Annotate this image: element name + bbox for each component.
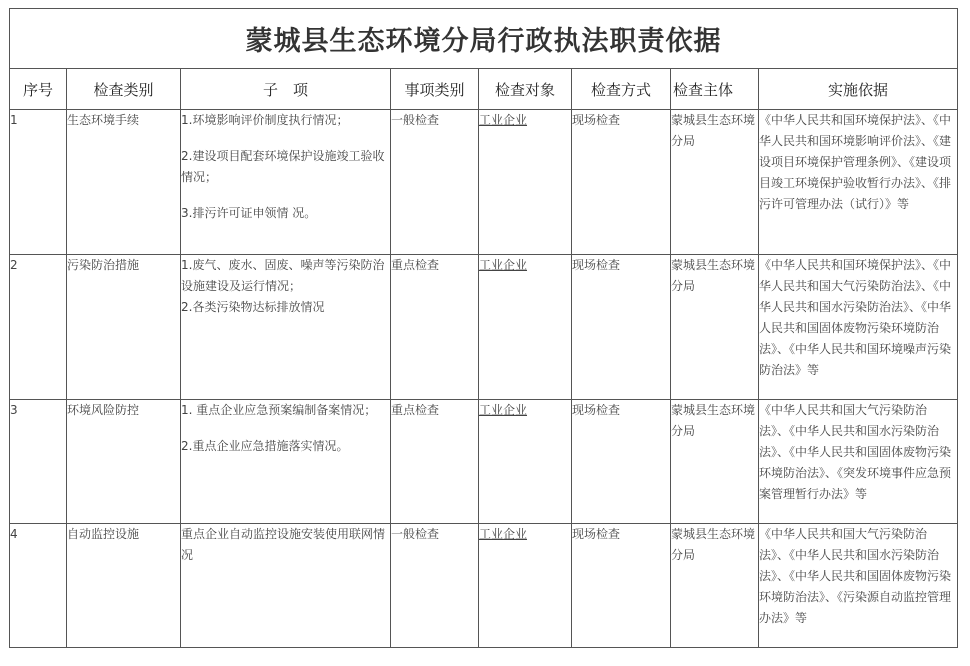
table-row [10,524,958,648]
subitem: 1. 重点企业应急预案编制备案情况； [181,403,377,417]
row-subitems [181,400,391,524]
header-basis: 实施依据 [759,69,958,110]
row-subject: 蒙城县生态环境分局 [671,110,759,255]
row-basis: 《中华人民共和国环境保护法》、《中华人民共和国环境影响评价法》、《建设项目环境保护管理条例》、《建设项目竣工环境保护验收暂行办法》、《排污许可管理办法（试行）》等 [759,110,958,255]
subitem: 2.重点企业应急措施落实情况。 [181,439,349,453]
row-type: 重点检查 [391,255,479,400]
table-row [10,400,958,524]
row-subitems [181,110,391,255]
row-basis: 《中华人民共和国环境保护法》、《中华人民共和国大气污染防治法》、《中华人民共和国水污染防治法》、《中华人民共和国固体废物污染环境防治法》、《中华人民共和国环境噪声污染防治法》等 [759,255,958,400]
row-method: 现场检查 [572,524,671,648]
page-title: 蒙城县生态环境分局行政执法职责依据 [10,9,958,69]
row-type: 一般检查 [391,110,479,255]
row-subitems [181,524,391,648]
header-subject: 检查主体 [671,69,759,110]
row-type: 一般检查 [391,524,479,648]
subitem: 1.环境影响评价制度执行情况； [181,113,349,127]
row-object-link[interactable]: 工业企业 [479,524,572,648]
row-basis: 《中华人民共和国大气污染防治法》、《中华人民共和国水污染防治法》、《中华人民共和国固体废物污染环境防治法》、《突发环境事件应急预案管理暂行办法》等 [759,400,958,524]
table-row [10,110,958,255]
row-object-link[interactable]: 工业企业 [479,255,572,400]
row-no: 1 [10,110,67,255]
row-subject: 蒙城县生态环境分局 [671,400,759,524]
header-object: 检查对象 [479,69,572,110]
row-method: 现场检查 [572,400,671,524]
subitem: 重点企业自动监控设施安装使用联网情况 [181,527,386,562]
row-subject: 蒙城县生态环境分局 [671,255,759,400]
header-subitems: 子 项 [181,69,391,110]
row-method: 现场检查 [572,110,671,255]
row-no: 3 [10,400,67,524]
row-no: 2 [10,255,67,400]
duty-table [9,8,958,648]
header-no: 序号 [10,69,67,110]
table-row [10,255,958,400]
row-type: 重点检查 [391,400,479,524]
subitem: 2.各类污染物达标排放情况 [181,300,325,314]
row-basis: 《中华人民共和国大气污染防治法》、《中华人民共和国水污染防治法》、《中华人民共和国固体废物污染环境防治法》、《污染源自动监控管理办法》等 [759,524,958,648]
row-category: 污染防治措施 [67,255,181,400]
row-method: 现场检查 [572,255,671,400]
row-no: 4 [10,524,67,648]
row-category: 自动监控设施 [67,524,181,648]
header-category: 检查类别 [67,69,181,110]
subitem: 3.排污许可证申领情 况。 [181,206,317,220]
subitem: 1.废气、废水、固废、噪声等污染防治设施建设及运行情况； [181,258,385,293]
row-subitems [181,255,391,400]
header-type: 事项类别 [391,69,479,110]
row-object-link[interactable]: 工业企业 [479,110,572,255]
row-category: 环境风险防控 [67,400,181,524]
row-category: 生态环境手续 [67,110,181,255]
header-method: 检查方式 [572,69,671,110]
table-header-row [10,69,958,110]
subitem: 2.建设项目配套环境保护设施竣工验收情况； [181,149,385,184]
row-object-link[interactable]: 工业企业 [479,400,572,524]
row-subject: 蒙城县生态环境分局 [671,524,759,648]
